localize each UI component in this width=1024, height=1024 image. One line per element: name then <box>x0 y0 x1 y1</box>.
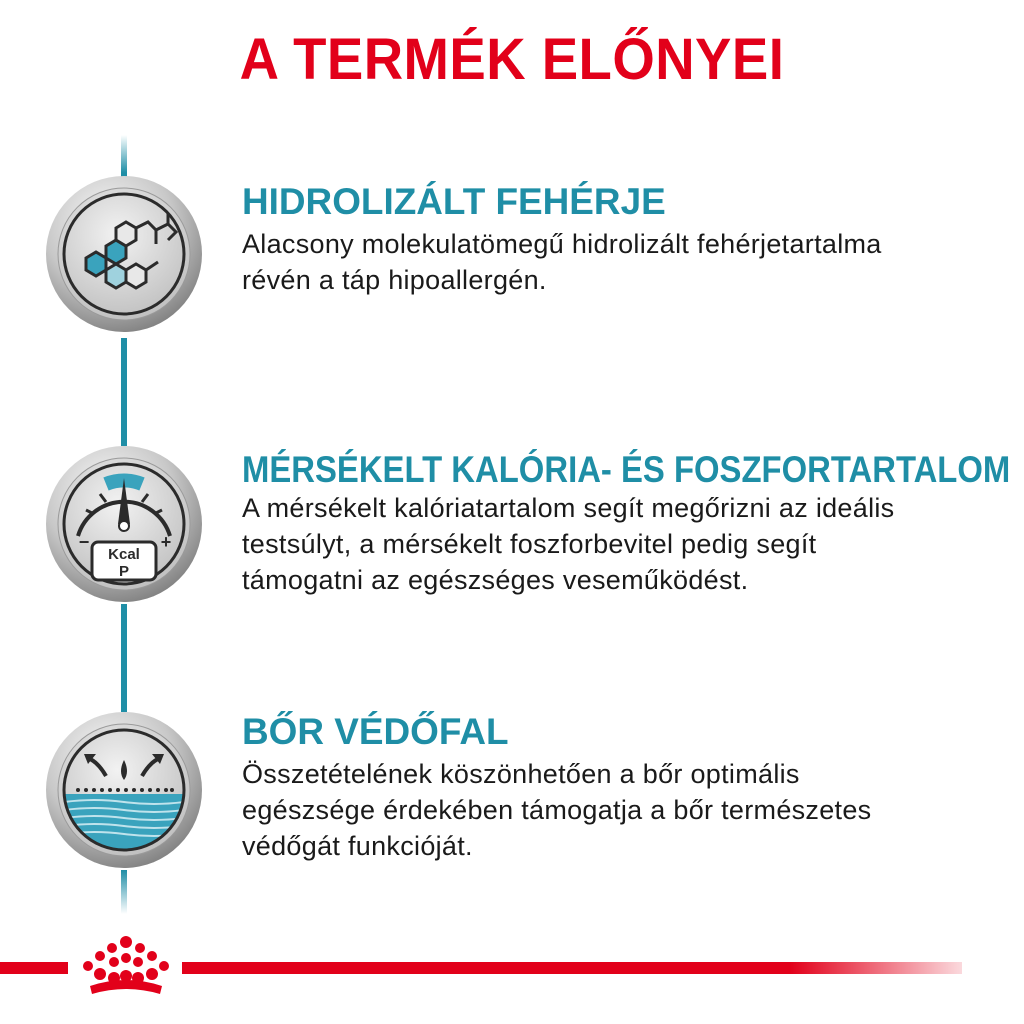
benefit-text-skin-barrier: Összetételének köszönhetően a bőr optimális egészsége érdekében támogatja a bőr természetes védőgát funkcióját. <box>242 759 872 861</box>
benefit-title-hydrolyzed-protein: HIDROLIZÁLT FEHÉRJE <box>242 181 666 222</box>
gauge-minus-label: − <box>78 532 90 552</box>
gauge-p-label: P <box>118 563 130 580</box>
timeline-line <box>121 338 127 446</box>
molecule-icon <box>44 174 204 334</box>
footer-bar <box>0 962 68 974</box>
skin-barrier-icon <box>44 710 204 870</box>
timeline-line <box>121 135 127 177</box>
gauge-plus-label: + <box>160 532 172 552</box>
gauge-kcal-label: Kcal <box>108 546 140 563</box>
gauge-icon <box>44 444 204 604</box>
timeline-line <box>121 870 127 914</box>
footer-bar <box>182 962 962 974</box>
crown-logo <box>70 932 182 1002</box>
benefit-title-skin-barrier: BŐR VÉDŐFAL <box>242 711 509 752</box>
benefit-text-hydrolyzed-protein: Alacsony molekulatömegű hidrolizált fehérjetartalma révén a táp hipoallergén. <box>242 229 882 295</box>
page-title: A TERMÉK ELŐNYEI <box>239 27 785 92</box>
benefit-text-moderate-calorie-phosphorus: A mérsékelt kalóriatartalom segít megőrizni az ideális testsúlyt, a mérsékelt foszforbevitel pedig segít támogatni az egészséges veseműködést. <box>242 493 895 595</box>
timeline-line <box>121 604 127 712</box>
benefit-title-moderate-calorie-phosphorus: MÉRSÉKELT KALÓRIA- ÉS FOSZFORTARTALOM <box>242 449 1011 490</box>
